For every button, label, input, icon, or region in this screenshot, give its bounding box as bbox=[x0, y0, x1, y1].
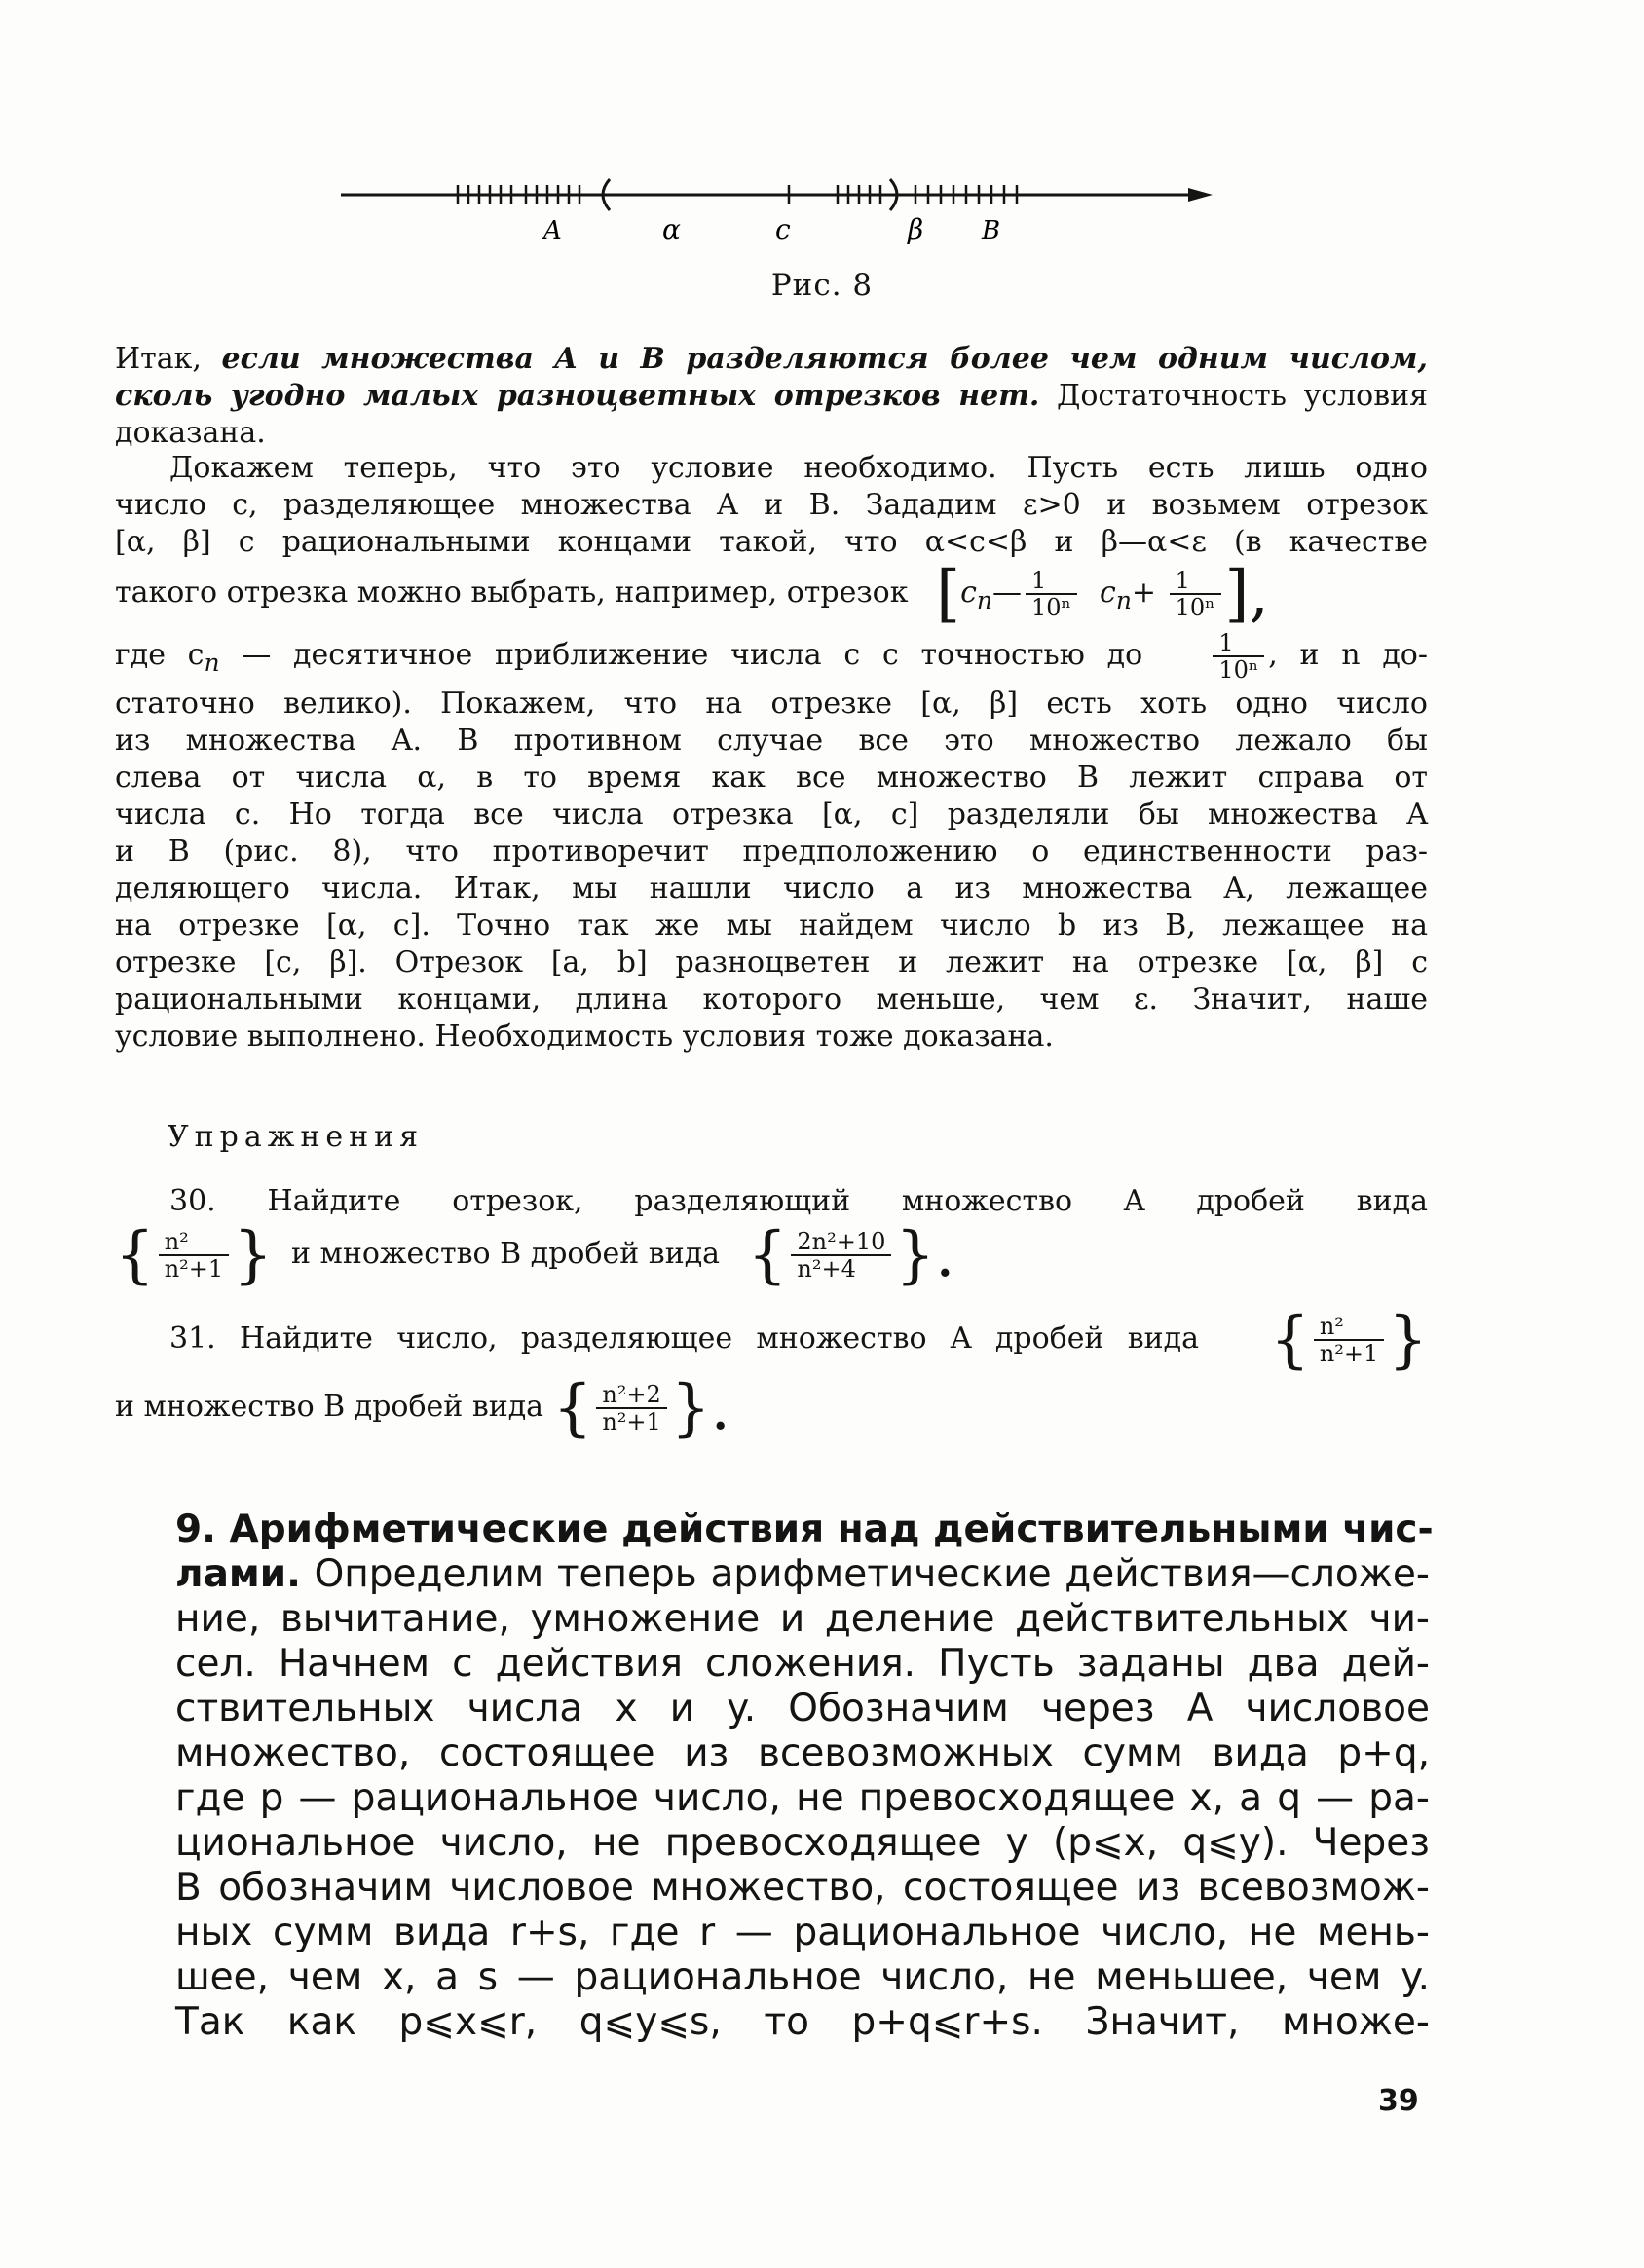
section-9-text: 9. Арифметические действия над действительными чис- лами. Определим теперь арифметические действия—сложе- ние, вычитание, умножение и деление действительных чи- сел. Начнем с действия сложения. Пусть заданы два дей- ствительных числа x и y. Обозначим через A числовое множество, состоящее из всевозможных сумм вида p+q, где p — рациональное число, не превосходящее x, а q — ра- циональное число, не превосходящее y (p⩽x, q⩽y). Через B обозначим числовое множество, состоящее из всевозмож- ных сумм вида r+s, где r — рациональное число, не мень- шее, чем x, а s — рациональное число, не меньшее, чем y. Так как p⩽x⩽r, q⩽y⩽s, то p+q⩽r+s. Значит, множе- bbox=[175, 1507, 1434, 2044]
paragraph-necessity: Докажем теперь, что это условие необходимо. Пусть есть лишь одно число c, разделяющее множества A и B. Зададим ε>0 и возьмем отрезок [α, β] с рациональными концами такой, что α<c<β и β—α<ε (в качестве такого отрезка можно выбрать, например, отрезок [$c_n—$ $\frac{1}{\text{10ⁿ}}$ $c_n+$ $\frac{1}{\text{10ⁿ}}$ ], где $c_n$ — десятичное приближение числа c с точностью до $\frac{1}{\text{10ⁿ}}$ , и n до- статочно велико). Покажем, что на отрезке [α, β] есть хоть одно число из множества A. В противном случае все это множество лежало бы слева от числа α, в то время как все множество B лежит справа от числа c. Но тогда все числа отрезка [α, c] разделяли бы множества A и B (рис. 8), что противоречит предположению о единственности раз- деляющего числа. Итак, мы нашли число a из множества A, лежащее на отрезке [α, c]. Точно так же мы найдем число b из B, лежащее на отрезке [c, β]. Отрезок [a, b] разноцветен и лежит на отрезке [α, β] с рациональными концами, длина которого меньше, чем ε. Значит, наше условие выполнено. Необходимость условия тоже доказана. bbox=[115, 451, 1428, 1054]
label-A: A bbox=[543, 216, 562, 245]
section-9-heading: 9. Арифметические действия над действительными чис- bbox=[175, 1507, 1434, 1551]
label-B: B bbox=[982, 216, 1001, 245]
figure-caption: Рис. 8 bbox=[770, 268, 874, 303]
label-alpha: α bbox=[662, 213, 681, 245]
label-c: c bbox=[775, 213, 791, 245]
exercise-30: 30. Найдите отрезок, разделяющий множество A дробей вида { $\frac{\text{n²}}{\text{n²+1}}$ } и множество B дробей вида { $\frac{\text{2n²+10}}{\text{n²+4}}$ }. bbox=[115, 1184, 1428, 1291]
arrow-head-icon bbox=[1188, 188, 1213, 202]
label-beta: β bbox=[908, 213, 924, 245]
exercises-heading: Упражнения bbox=[168, 1120, 425, 1154]
interval-formula-line: такого отрезка можно выбрать, например, отрезок [$c_n—$ $\frac{1}{\text{10ⁿ}}$ $c_n+$ $\frac{1}{\text{10ⁿ}}$ ], bbox=[115, 558, 1269, 630]
paragraph-sufficiency: Итак, если множества A и B разделяются более чем одним числом, сколь угодно малых разноцветных отрезков нет. Достаточность условия доказана. bbox=[115, 342, 1428, 450]
page-number: 39 bbox=[1378, 2084, 1419, 2118]
exercise-31: 31. Найдите число, разделяющее множество A дробей вида { $\frac{\text{n²}}{\text{n²+1}}$ } и множество B дробей вида { $\frac{\text{n²+2}}{\text{n²+1}}$ }. bbox=[115, 1304, 1429, 1444]
